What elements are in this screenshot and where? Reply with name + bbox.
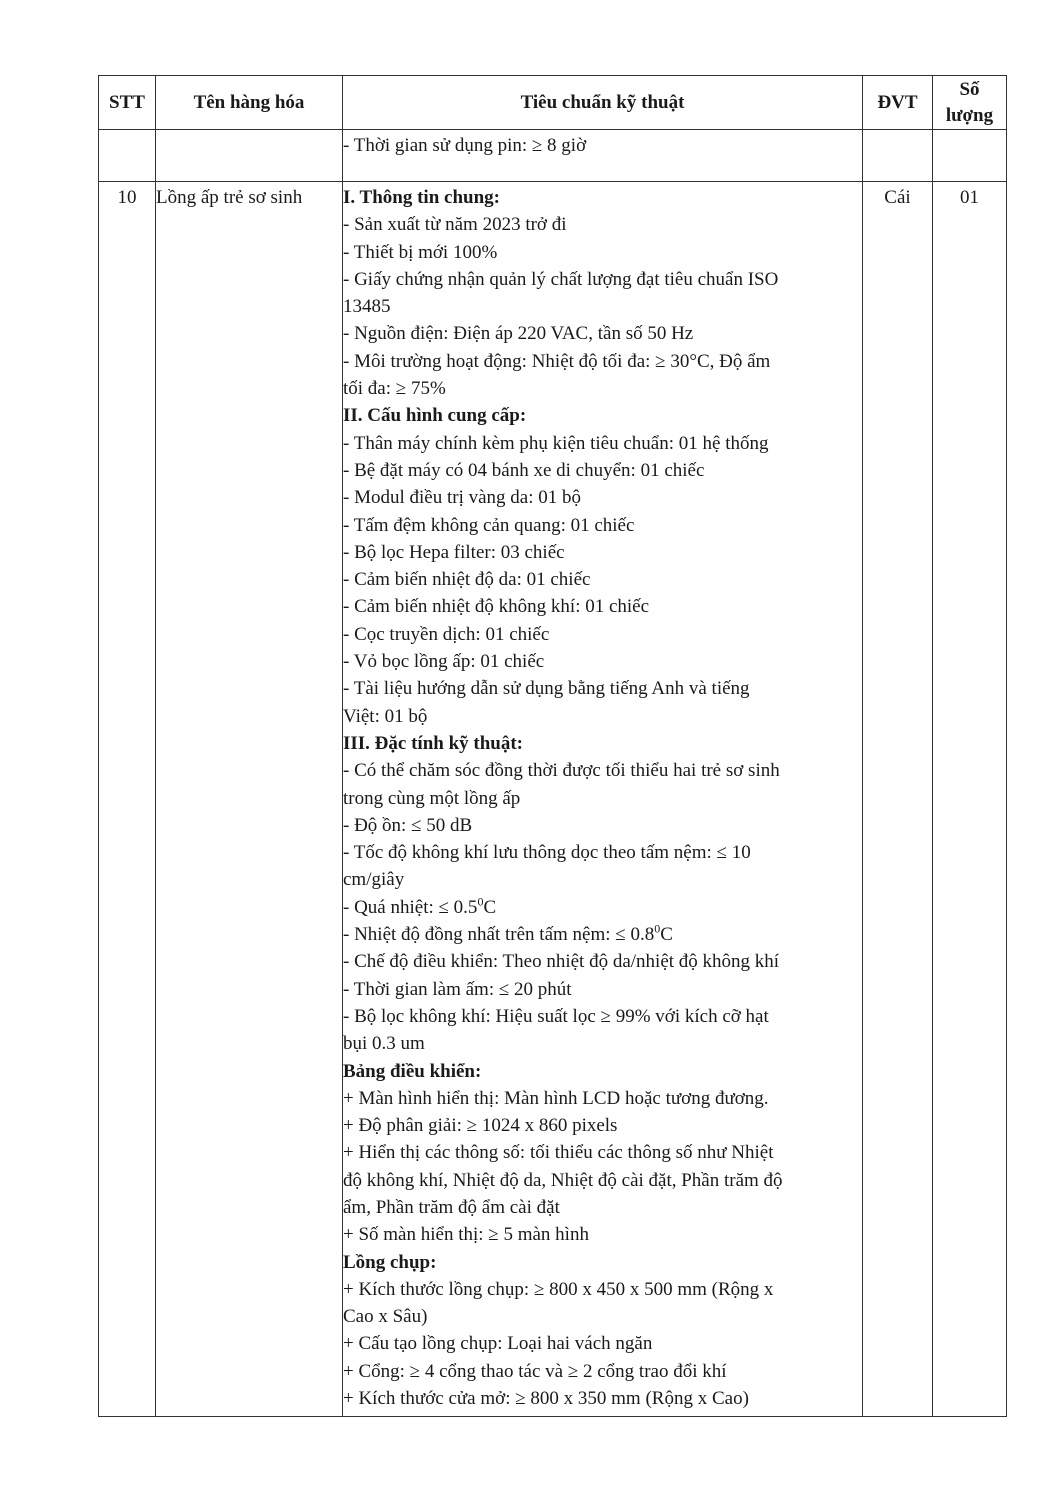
spec-line: - Modul điều trị vàng da: 01 bộ [343, 487, 581, 509]
spec-line: tối đa: ≥ 75% [343, 378, 446, 400]
item-spec [343, 182, 863, 1417]
cont-spec [343, 130, 863, 182]
item-name [156, 182, 343, 1417]
spec-line: - Cảm biến nhiệt độ da: 01 chiếc [343, 569, 591, 591]
continuation-row [99, 130, 1007, 182]
specification-table [98, 75, 1007, 1417]
header-quantity-line2: lượng [945, 104, 994, 126]
header-name: Tên hàng hóa [156, 76, 343, 130]
spec-line: ẩm, Phần trăm độ ẩm cài đặt [343, 1196, 560, 1218]
cont-unit [863, 130, 933, 182]
header-stt: STT [99, 76, 156, 130]
spec-section-heading: II. Cấu hình cung cấp: [343, 405, 527, 427]
spec-section-heading: Bảng điều khiển: [343, 1060, 482, 1082]
spec-line: - Thời gian làm ấm: ≤ 20 phút [343, 978, 572, 1000]
spec-line: - Vỏ bọc lồng ấp: 01 chiếc [343, 651, 545, 673]
spec-line: - Cảm biến nhiệt độ không khí: 01 chiếc [343, 596, 650, 618]
header-spec: Tiêu chuẩn kỹ thuật [343, 76, 863, 130]
header-unit: ĐVT [863, 76, 933, 130]
item-qty [933, 182, 1007, 1417]
header-quantity [933, 76, 1007, 130]
item-stt-value: 10 [117, 187, 137, 208]
spec-line: - Bệ đặt máy có 04 bánh xe di chuyển: 01 chiếc [343, 459, 705, 481]
spec-line: - Bộ lọc Hepa filter: 03 chiếc [343, 541, 565, 563]
spec-line: - Tốc độ không khí lưu thông dọc theo tấm nệm: ≤ 10 [343, 842, 751, 864]
header-quantity-line1: Số [959, 78, 980, 100]
item-unit-value: Cái [884, 187, 911, 208]
spec-section-heading: Lồng chụp: [343, 1251, 437, 1273]
spec-line: + Cấu tạo lồng chụp: Loại hai vách ngăn [343, 1333, 653, 1355]
spec-line: - Tài liệu hướng dẫn sử dụng bằng tiếng Anh và tiếng [343, 678, 750, 700]
spec-line: + Độ phân giải: ≥ 1024 x 860 pixels [343, 1115, 618, 1137]
spec-line: + Màn hình hiển thị: Màn hình LCD hoặc tương đương. [343, 1087, 769, 1109]
spec-line: - Thiết bị mới 100% [343, 241, 498, 263]
cont-stt [99, 130, 156, 182]
spec-line: bụi 0.3 um [343, 1033, 425, 1055]
header-row [99, 76, 1007, 130]
spec-line: trong cùng một lồng ấp [343, 787, 521, 809]
cont-spec-line: - Thời gian sử dụng pin: ≥ 8 giờ [343, 135, 587, 156]
item-stt [99, 182, 156, 1417]
spec-line: - Thân máy chính kèm phụ kiện tiêu chuẩn: 01 hệ thống [343, 432, 769, 454]
spec-line: - Có thể chăm sóc đồng thời được tối thiểu hai trẻ sơ sinh [343, 760, 780, 782]
spec-line: - Môi trường hoạt động: Nhiệt độ tối đa: ≥ 30°C, Độ ẩm [343, 350, 771, 372]
spec-line: độ không khí, Nhiệt độ da, Nhiệt độ cài đặt, Phần trăm độ [343, 1169, 783, 1191]
spec-line: - Quá nhiệt: ≤ $0.5^0C$ [343, 894, 497, 918]
spec-section-heading: III. Đặc tính kỹ thuật: [343, 732, 524, 754]
spec-line: - Nguồn điện: Điện áp 220 VAC, tần số 50 Hz [343, 323, 694, 345]
item-unit [863, 182, 933, 1417]
spec-line: - Độ ồn: ≤ 50 dB [343, 814, 473, 836]
item-spec-lines [343, 184, 862, 1412]
spec-line: + Số màn hiển thị: ≥ 5 màn hình [343, 1224, 589, 1246]
spec-line: Cao x Sâu) [343, 1306, 428, 1328]
spec-line: - Tấm đệm không cản quang: 01 chiếc [343, 514, 635, 536]
spec-line: + Hiển thị các thông số: tối thiểu các thông số như Nhiệt [343, 1142, 774, 1164]
table-row [99, 182, 1007, 1417]
cont-qty [933, 130, 1007, 182]
spec-line: Việt: 01 bộ [343, 705, 428, 727]
spec-line: - Bộ lọc không khí: Hiệu suất lọc ≥ 99% với kích cỡ hạt [343, 1005, 769, 1027]
spec-line: - Giấy chứng nhận quản lý chất lượng đạt tiêu chuẩn ISO [343, 268, 779, 290]
cont-name [156, 130, 343, 182]
spec-line: 13485 [343, 296, 391, 318]
spec-line: cm/giây [343, 869, 405, 891]
spec-line: - Cọc truyền dịch: 01 chiếc [343, 623, 550, 645]
spec-line: + Cổng: ≥ 4 cổng thao tác và ≥ 2 cổng trao đổi khí [343, 1360, 727, 1382]
spec-line: - Chế độ điều khiển: Theo nhiệt độ da/nhiệt độ không khí [343, 951, 780, 973]
item-qty-value: 01 [960, 187, 979, 208]
spec-line: - Nhiệt độ đồng nhất trên tấm nệm: ≤ $0.8^0C$ [343, 921, 673, 946]
spec-section-heading: I. Thông tin chung: [343, 187, 500, 208]
item-name-value: Lồng ấp trẻ sơ sinh [156, 187, 303, 208]
spec-line: + Kích thước lồng chụp: ≥ 800 x 450 x 500 mm (Rộng x [343, 1278, 774, 1300]
spec-line: - Sản xuất từ năm 2023 trở đi [343, 214, 567, 236]
spec-line: + Kích thước cửa mở: ≥ 800 x 350 mm (Rộng x Cao) [343, 1388, 749, 1410]
